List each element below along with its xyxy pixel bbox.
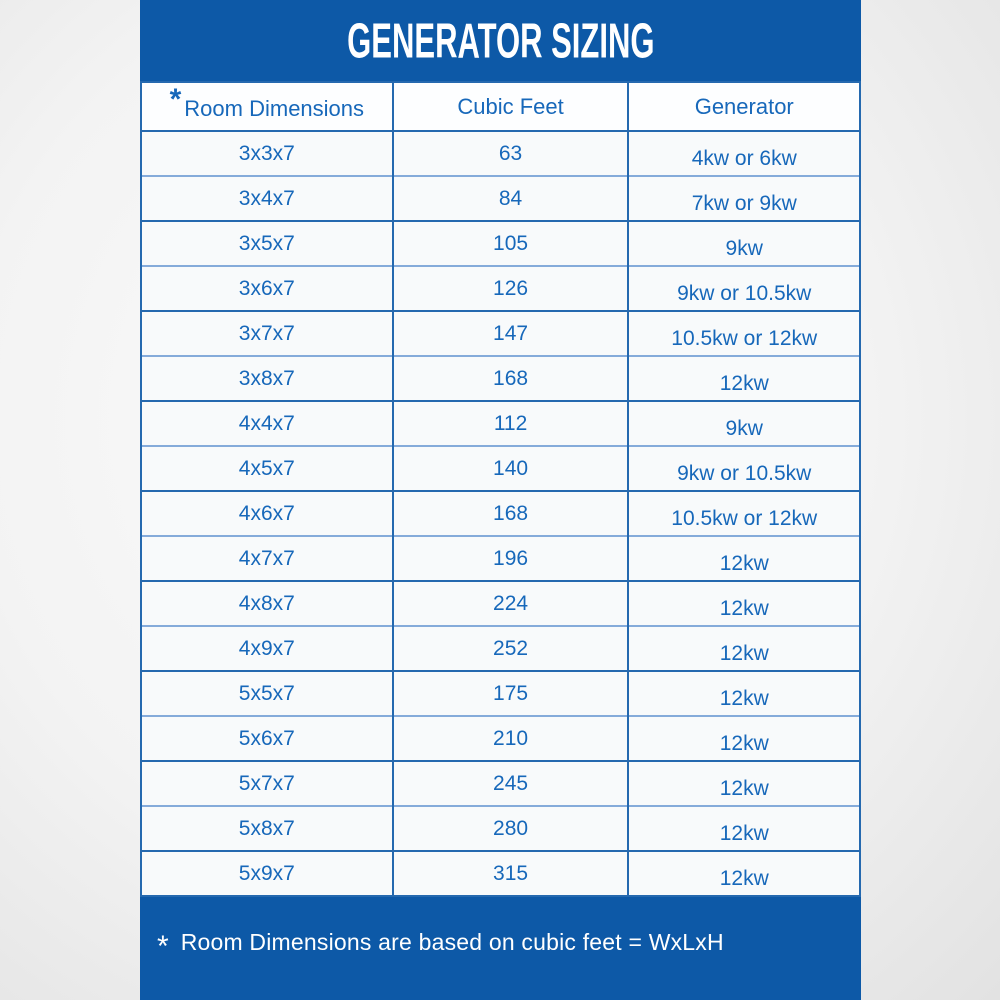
cell-room-dimensions: 5x9x7 [141, 851, 393, 896]
table-row [141, 536, 860, 581]
cell-generator: 7kw or 9kw [628, 176, 860, 221]
table-row [141, 131, 860, 176]
table-row [141, 671, 860, 716]
cell-generator: 12kw [628, 716, 860, 761]
cell-cubic-feet: 63 [393, 131, 629, 176]
cell-cubic-feet: 280 [393, 806, 629, 851]
cell-cubic-feet: 168 [393, 491, 629, 536]
cell-cubic-feet: 175 [393, 671, 629, 716]
cell-room-dimensions: 4x9x7 [141, 626, 393, 671]
cell-cubic-feet: 112 [393, 401, 629, 446]
cell-room-dimensions: 3x6x7 [141, 266, 393, 311]
column-header-room-dimensions [141, 82, 393, 131]
sizing-table [140, 81, 861, 897]
column-header-generator: Generator [628, 82, 860, 131]
cell-generator: 12kw [628, 626, 860, 671]
table-row [141, 266, 860, 311]
cell-cubic-feet: 252 [393, 626, 629, 671]
column-header-cubic-feet: Cubic Feet [393, 82, 629, 131]
table-row [141, 716, 860, 761]
cell-generator: 9kw or 10.5kw [628, 446, 860, 491]
cell-generator: 9kw [628, 221, 860, 266]
cell-generator: 9kw or 10.5kw [628, 266, 860, 311]
cell-generator: 12kw [628, 671, 860, 716]
title-banner [140, 0, 861, 81]
cell-generator: 10.5kw or 12kw [628, 311, 860, 356]
cell-room-dimensions: 5x5x7 [141, 671, 393, 716]
header-asterisk: * [169, 82, 182, 116]
table-row [141, 401, 860, 446]
cell-generator: 12kw [628, 761, 860, 806]
cell-room-dimensions: 5x7x7 [141, 761, 393, 806]
footer-note: Room Dimensions are based on cubic feet = WxLxH [180, 929, 724, 955]
table-row [141, 761, 860, 806]
cell-room-dimensions: 3x7x7 [141, 311, 393, 356]
table-row [141, 491, 860, 536]
cell-cubic-feet: 196 [393, 536, 629, 581]
column-header-room-dimensions-label: Room Dimensions [184, 95, 365, 121]
cell-room-dimensions: 4x6x7 [141, 491, 393, 536]
cell-room-dimensions: 5x8x7 [141, 806, 393, 851]
page-title: GENERATOR SIZING [346, 12, 655, 69]
table-row [141, 581, 860, 626]
cell-generator: 4kw or 6kw [628, 131, 860, 176]
table-row [141, 446, 860, 491]
cell-cubic-feet: 140 [393, 446, 629, 491]
table-row [141, 851, 860, 896]
cell-cubic-feet: 126 [393, 266, 629, 311]
cell-generator: 12kw [628, 851, 860, 896]
cell-room-dimensions: 5x6x7 [141, 716, 393, 761]
cell-room-dimensions: 4x4x7 [141, 401, 393, 446]
cell-generator: 12kw [628, 806, 860, 851]
footer-asterisk: * [157, 929, 169, 963]
cell-room-dimensions: 3x4x7 [141, 176, 393, 221]
cell-cubic-feet: 315 [393, 851, 629, 896]
cell-generator: 10.5kw or 12kw [628, 491, 860, 536]
cell-cubic-feet: 147 [393, 311, 629, 356]
table-row [141, 221, 860, 266]
table-row [141, 311, 860, 356]
table-body [141, 131, 860, 896]
cell-room-dimensions: 3x5x7 [141, 221, 393, 266]
cell-cubic-feet: 84 [393, 176, 629, 221]
cell-cubic-feet: 245 [393, 761, 629, 806]
cell-room-dimensions: 4x5x7 [141, 446, 393, 491]
header-row [141, 82, 860, 131]
table-header [141, 82, 860, 131]
table-row [141, 626, 860, 671]
cell-cubic-feet: 210 [393, 716, 629, 761]
cell-generator: 12kw [628, 536, 860, 581]
cell-generator: 12kw [628, 356, 860, 401]
cell-cubic-feet: 105 [393, 221, 629, 266]
cell-cubic-feet: 168 [393, 356, 629, 401]
generator-sizing-panel [140, 0, 861, 1000]
table-row [141, 356, 860, 401]
cell-room-dimensions: 4x7x7 [141, 536, 393, 581]
cell-room-dimensions: 4x8x7 [141, 581, 393, 626]
cell-cubic-feet: 224 [393, 581, 629, 626]
cell-generator: 12kw [628, 581, 860, 626]
cell-generator: 9kw [628, 401, 860, 446]
table-row [141, 806, 860, 851]
cell-room-dimensions: 3x3x7 [141, 131, 393, 176]
table-row [141, 176, 860, 221]
footer-bar [140, 897, 861, 1000]
cell-room-dimensions: 3x8x7 [141, 356, 393, 401]
